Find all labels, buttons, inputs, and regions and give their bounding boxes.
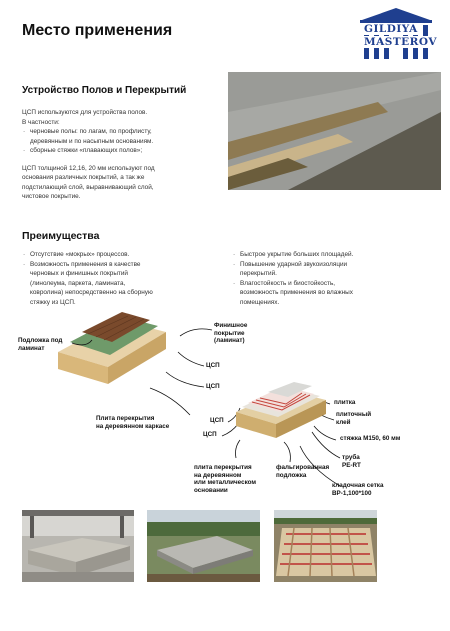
- label-line: или металлическом: [194, 479, 257, 486]
- label-csp-3: ЦСП: [210, 417, 224, 424]
- label-line: покрытие: [214, 329, 245, 337]
- label-line: Подложка под: [18, 337, 63, 344]
- label-line: ламинат: [18, 344, 45, 352]
- paragraph-line: ЦСП толщиной 12,16, 20 мм используют под: [22, 164, 155, 172]
- list-item-line: · Повышение ударной звукоизоляции: [240, 260, 348, 268]
- list-item-line: · Влагостойкость и биостойкость,: [240, 279, 336, 287]
- intro-line-2: В частности:: [22, 118, 60, 126]
- page-title: Место применения: [22, 22, 173, 39]
- label-line: кладочная сетка: [332, 482, 384, 489]
- label-line: PE-RT: [342, 461, 361, 469]
- label-tile-glue: [336, 411, 371, 426]
- label-tile: плитка: [334, 399, 356, 406]
- label-line: плиточный: [336, 411, 372, 418]
- label-line: фальгированная: [276, 464, 330, 471]
- label-mesh: [332, 482, 383, 497]
- list-item-line: перекрытий.: [240, 270, 277, 277]
- label-line: на деревянном каркасе: [96, 422, 170, 430]
- label-csp-2: ЦСП: [206, 383, 220, 390]
- list-item-line: · Возможность применения в качестве: [30, 260, 141, 268]
- list-item-line: деревянным и по насыпным основаниям.: [30, 137, 154, 145]
- label-screed: стяжка М150, 60 мм: [340, 435, 401, 442]
- label-line: на деревянном: [194, 471, 242, 479]
- list-item-line: · Отсутствие «мокрых» процессов.: [30, 251, 130, 258]
- slab-foundation-photo: [147, 510, 260, 582]
- list-item-line: · Быстрое укрытие больших площадей.: [240, 251, 354, 258]
- paragraph-line: чистовое покрытие.: [22, 193, 81, 200]
- heated-floor-diagram: [228, 382, 328, 442]
- paragraph-line: основания различных покрытий, а так же: [22, 174, 145, 181]
- list-item-line: черновых и финишных покрытий: [30, 270, 128, 277]
- list-item-line: (линолеума, паркета, ламината,: [30, 279, 126, 287]
- label-csp-1: ЦСП: [206, 362, 220, 369]
- logo-line-2: MASTEROV: [364, 36, 438, 48]
- section-title-advantages: Преимущества: [22, 230, 100, 242]
- intro-line-1: ЦСП используются для устройства полов.: [22, 109, 148, 116]
- list-item-line: · сборные стяжки «плавающих полов»;: [30, 147, 143, 154]
- label-line: ВР-1,100*100: [332, 489, 372, 497]
- label-line: основании: [194, 486, 228, 494]
- label-pipe: [342, 454, 361, 469]
- label-line: (ламинат): [214, 337, 245, 344]
- paragraph-line: подстилающий слой, выравнивающий слой,: [22, 183, 154, 191]
- label-line: плита перекрытия: [194, 464, 252, 471]
- list-item-line: · черновые полы: по лагам, по профлисту,: [30, 128, 152, 135]
- label-csp-4: ЦСП: [203, 431, 217, 438]
- list-item-line: стяжку из ЦСП.: [30, 298, 76, 306]
- list-item-line: ковролина) непосредственно на сборную: [30, 289, 153, 296]
- label-line: подложка: [276, 471, 307, 479]
- board-stack-photo: [22, 510, 134, 582]
- wooden-frame-photo: [274, 510, 377, 582]
- label-line: труба: [342, 454, 360, 461]
- label-line: Финишное: [214, 322, 248, 329]
- list-item-line: возможность применения во влажных: [240, 289, 353, 296]
- logo-line-1: GILDIYA: [364, 23, 418, 35]
- label-foil-underlay: [276, 464, 329, 479]
- label-line: Плита перекрытия: [96, 415, 155, 422]
- list-item-line: помещениях.: [240, 298, 280, 306]
- label-line: клей: [336, 418, 351, 426]
- label-slab-base: [194, 464, 256, 494]
- section-title-floors: Устройство Полов и Перекрытий: [22, 85, 187, 96]
